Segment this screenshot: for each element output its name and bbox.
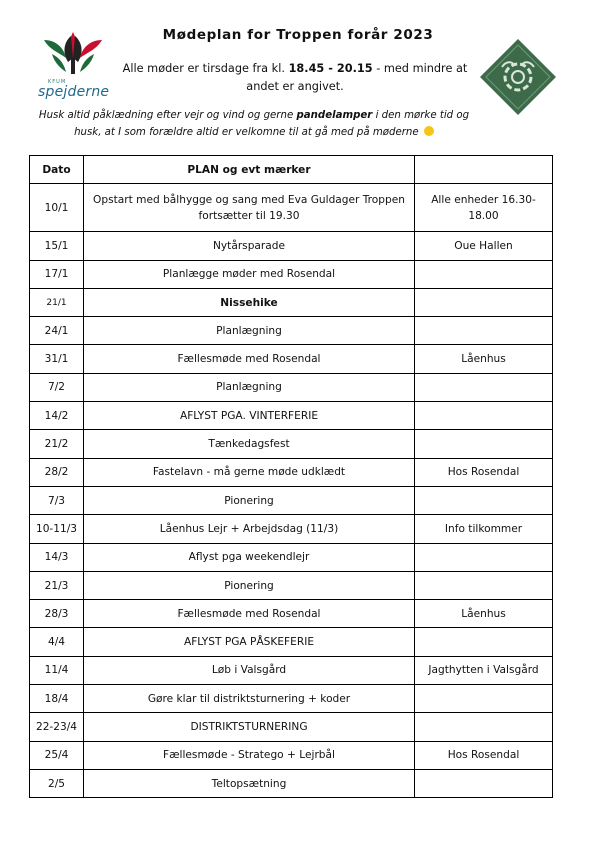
table-row	[30, 288, 553, 316]
smiley-icon	[424, 126, 434, 136]
cell-note	[415, 571, 553, 599]
table-row	[30, 628, 553, 656]
cell-plan: Gøre klar til distriktsturnering + koder	[84, 685, 415, 713]
cell-note	[415, 486, 553, 514]
cell-plan: Opstart med bålhygge og sang med Eva Guldager Troppen fortsætter til 19.30	[84, 184, 415, 232]
cell-date: 28/3	[30, 600, 84, 628]
cell-plan: Tænkedagsfest	[84, 430, 415, 458]
cell-date: 21/3	[30, 571, 84, 599]
diamond-badge-icon	[478, 37, 558, 117]
schedule-table	[29, 155, 553, 798]
cell-plan: Fællesmøde med Rosendal	[84, 345, 415, 373]
cell-note	[415, 430, 553, 458]
cell-date: 22-23/4	[30, 713, 84, 741]
cell-note: Hos Rosendal	[415, 741, 553, 769]
cell-plan: Aflyst pga weekendlejr	[84, 543, 415, 571]
table-row	[30, 656, 553, 684]
cell-plan: AFLYST PGA PÅSKEFERIE	[84, 628, 415, 656]
cell-date: 4/4	[30, 628, 84, 656]
table-row	[30, 713, 553, 741]
cell-date: 14/2	[30, 402, 84, 430]
cell-note: Oue Hallen	[415, 232, 553, 260]
header-note	[415, 156, 553, 184]
table-row	[30, 184, 553, 232]
cell-note	[415, 288, 553, 316]
logo-kfum-text: KFUM	[48, 79, 67, 85]
cell-note	[415, 713, 553, 741]
page-title: Mødeplan for Troppen forår 2023	[162, 27, 434, 43]
cell-note	[415, 769, 553, 797]
cell-plan: Låenhus Lejr + Arbejdsdag (11/3)	[84, 515, 415, 543]
cell-plan: Fællesmøde med Rosendal	[84, 600, 415, 628]
note-pre: Husk altid påklædning efter vejr og vind og gerne	[38, 110, 294, 121]
cell-date: 10-11/3	[30, 515, 84, 543]
note-post: i den mørke tid og husk, at I som forældre altid er velkomne til at gå med på møderne	[74, 110, 470, 138]
cell-plan: Nissehike	[84, 288, 415, 316]
table-row	[30, 543, 553, 571]
table-header-row	[30, 156, 553, 184]
cell-plan: Pionering	[84, 571, 415, 599]
header-date: Dato	[30, 156, 84, 184]
cell-date: 10/1	[30, 184, 84, 232]
cell-plan: Planlægning	[84, 373, 415, 401]
table-row	[30, 769, 553, 797]
cell-plan: Nytårsparade	[84, 232, 415, 260]
table-row	[30, 345, 553, 373]
cell-date: 11/4	[30, 656, 84, 684]
cell-plan: Fællesmøde - Stratego + Lejrbål	[84, 741, 415, 769]
cell-note	[415, 260, 553, 288]
cell-plan: Planlægge møder med Rosendal	[84, 260, 415, 288]
table-row	[30, 515, 553, 543]
cell-date: 7/3	[30, 486, 84, 514]
table-row	[30, 685, 553, 713]
cell-date: 7/2	[30, 373, 84, 401]
cell-date: 21/1	[30, 288, 84, 316]
cell-date: 18/4	[30, 685, 84, 713]
table-row	[30, 741, 553, 769]
cell-date: 25/4	[30, 741, 84, 769]
logo-wordmark: spejderne	[38, 84, 110, 100]
cell-note: Hos Rosendal	[415, 458, 553, 486]
cell-plan: Fastelavn - må gerne møde udklædt	[84, 458, 415, 486]
cell-plan: Pionering	[84, 486, 415, 514]
cell-note: Låenhus	[415, 600, 553, 628]
cell-note: Alle enheder 16.30-18.00	[415, 184, 553, 232]
cell-date: 17/1	[30, 260, 84, 288]
cell-note	[415, 317, 553, 345]
cell-date: 24/1	[30, 317, 84, 345]
cell-plan: DISTRIKTSTURNERING	[84, 713, 415, 741]
note-bold: pandelamper	[296, 110, 373, 121]
header-plan: PLAN og evt mærker	[84, 156, 415, 184]
cell-note	[415, 628, 553, 656]
table-row	[30, 430, 553, 458]
intro-pre: Alle møder er tirsdage fra kl.	[122, 62, 285, 75]
cell-plan: AFLYST PGA. VINTERFERIE	[84, 402, 415, 430]
table-row	[30, 458, 553, 486]
cell-plan: Løb i Valsgård	[84, 656, 415, 684]
cell-plan: Planlægning	[84, 317, 415, 345]
table-row	[30, 373, 553, 401]
reminder-note	[24, 107, 484, 141]
cell-note	[415, 543, 553, 571]
table-row	[30, 317, 553, 345]
troppen-badge	[478, 37, 558, 117]
cell-date: 14/3	[30, 543, 84, 571]
cell-date: 28/2	[30, 458, 84, 486]
cell-note: Info tilkommer	[415, 515, 553, 543]
lily-emblem-icon	[38, 28, 108, 84]
cell-date: 31/1	[30, 345, 84, 373]
table-row	[30, 571, 553, 599]
table-row	[30, 402, 553, 430]
table-row	[30, 600, 553, 628]
cell-note: Låenhus	[415, 345, 553, 373]
table-row	[30, 232, 553, 260]
cell-note	[415, 373, 553, 401]
intro-text	[120, 60, 470, 96]
cell-date: 15/1	[30, 232, 84, 260]
intro-post: - med mindre at andet er angivet.	[246, 62, 468, 93]
cell-date: 21/2	[30, 430, 84, 458]
cell-note	[415, 685, 553, 713]
cell-plan: Teltopsætning	[84, 769, 415, 797]
intro-time: 18.45 - 20.15	[288, 62, 373, 75]
cell-date: 2/5	[30, 769, 84, 797]
table-row	[30, 486, 553, 514]
table-row	[30, 260, 553, 288]
cell-note: Jagthytten i Valsgård	[415, 656, 553, 684]
cell-note	[415, 402, 553, 430]
